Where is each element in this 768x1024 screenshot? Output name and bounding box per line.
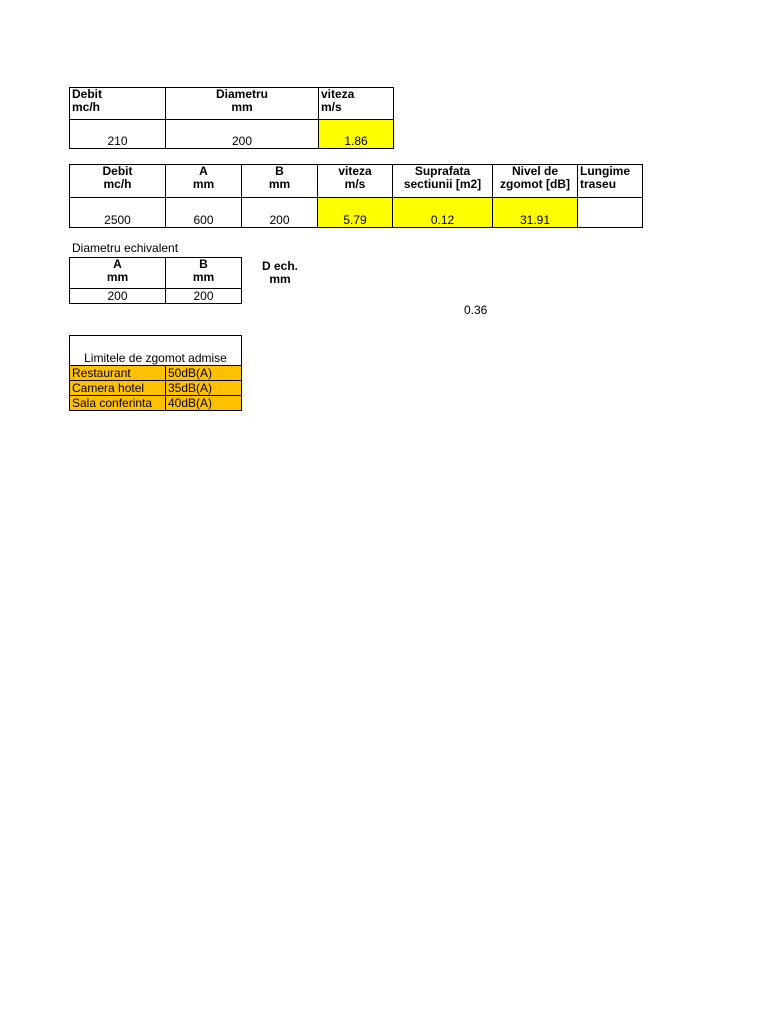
header-viteza: viteza m/s xyxy=(319,88,394,120)
place-cell[interactable]: Sala conferinta xyxy=(70,396,166,411)
limit-cell[interactable]: 35dB(A) xyxy=(166,381,242,396)
table-row xyxy=(70,381,242,396)
b-value[interactable]: 200 xyxy=(242,198,318,228)
echivalent-title: Diametru echivalent xyxy=(72,241,179,255)
round-duct-table xyxy=(69,87,394,149)
place-cell[interactable]: Restaurant xyxy=(70,366,166,381)
lungime-value[interactable] xyxy=(578,198,643,228)
rectangular-duct-table xyxy=(69,164,643,228)
suprafata-value[interactable]: 0.12 xyxy=(393,198,493,228)
echivalent-table xyxy=(69,257,242,304)
viteza-value[interactable]: 5.79 xyxy=(318,198,393,228)
place-cell[interactable]: Camera hotel xyxy=(70,381,166,396)
a-value[interactable]: 600 xyxy=(166,198,242,228)
debit-value[interactable]: 2500 xyxy=(70,198,166,228)
debit-value[interactable]: 210 xyxy=(70,120,166,149)
table-row xyxy=(70,366,242,381)
header-a: A mm xyxy=(70,258,166,289)
diametru-value[interactable]: 200 xyxy=(166,120,319,149)
limit-cell[interactable]: 50dB(A) xyxy=(166,366,242,381)
d-ech-result[interactable]: 0.36 xyxy=(464,303,488,317)
noise-limits-title: Limitele de zgomot admise xyxy=(70,336,242,366)
noise-limits-table xyxy=(69,335,242,411)
b-value[interactable]: 200 xyxy=(166,289,242,304)
limit-cell[interactable]: 40dB(A) xyxy=(166,396,242,411)
header-b: B mm xyxy=(242,165,318,198)
header-debit: Debit mc/h xyxy=(70,165,166,198)
d-ech-label: D ech. mm xyxy=(261,259,298,286)
header-suprafata: Suprafata sectiunii [m2] xyxy=(393,165,493,198)
table-row xyxy=(70,396,242,411)
header-b: B mm xyxy=(166,258,242,289)
a-value[interactable]: 200 xyxy=(70,289,166,304)
header-nivel-zgomot: Nivel de zgomot [dB] xyxy=(493,165,578,198)
viteza-value[interactable]: 1.86 xyxy=(319,120,394,149)
header-lungime: Lungime traseu xyxy=(578,165,643,198)
header-a: A mm xyxy=(166,165,242,198)
header-viteza: viteza m/s xyxy=(318,165,393,198)
header-diametru: Diametru mm xyxy=(166,88,319,120)
nivel-zgomot-value[interactable]: 31.91 xyxy=(493,198,578,228)
header-debit: Debit mc/h xyxy=(70,88,166,120)
